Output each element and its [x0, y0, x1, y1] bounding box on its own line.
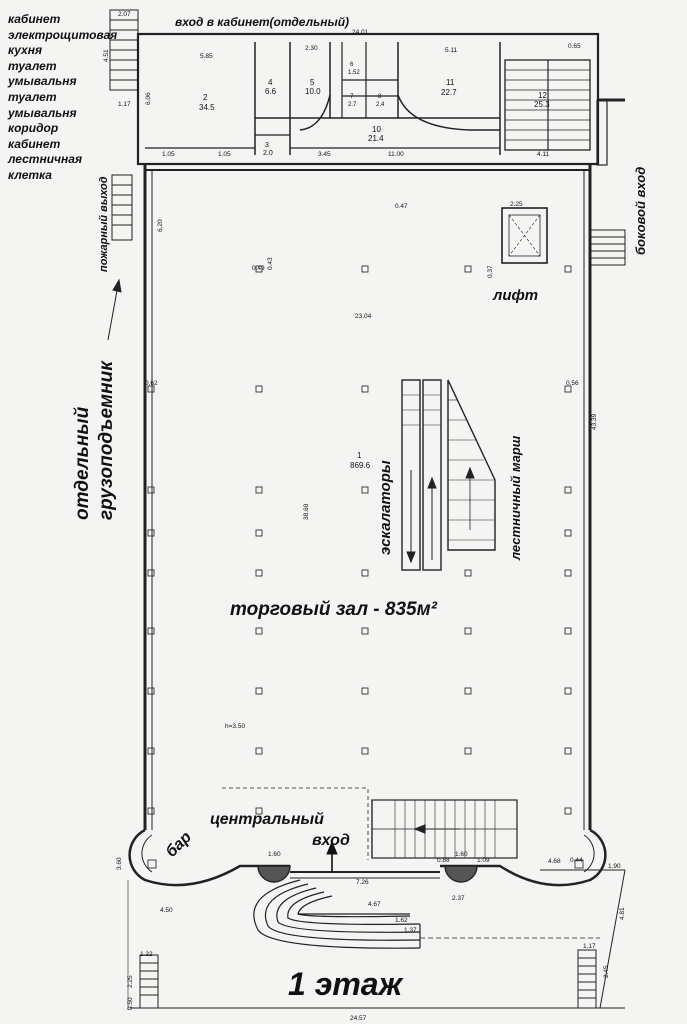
- legend-item: умывальня: [8, 105, 77, 120]
- dim-label: 0.50: [127, 997, 134, 1010]
- staircase-label: лестничный марш: [508, 435, 523, 560]
- room-11-number: 11: [446, 78, 455, 87]
- dim-label: 1.60: [455, 851, 468, 858]
- dim-label: 43.39: [591, 413, 598, 430]
- dim-label: 1.22: [140, 951, 153, 958]
- freight-lift-label-line1: отдельный: [72, 406, 93, 520]
- dim-label: 1.05: [218, 151, 231, 158]
- dim-label: 0.47: [395, 203, 408, 210]
- dim-label: 6.20: [157, 219, 164, 232]
- room-5-area: 10.0: [305, 87, 321, 96]
- dim-label: 11.00: [388, 151, 404, 158]
- freight-lift-label-line2: грузоподъемник: [96, 361, 117, 520]
- legend-item: кухня: [8, 43, 43, 58]
- office-entrance-label: вход в кабинет(отдельный): [175, 15, 350, 29]
- dim-label: 0.44: [570, 857, 583, 864]
- escalators-drawing: [402, 380, 495, 570]
- dim-label: 1.09: [477, 857, 490, 864]
- room-10-number: 10: [372, 125, 381, 134]
- dim-label: 1.17: [118, 101, 131, 108]
- hall-label: торговый зал - 835м²: [230, 599, 437, 620]
- dim-label: 4.67: [368, 901, 381, 908]
- room-12-number: 12: [538, 91, 547, 100]
- dim-label: 4.68: [548, 858, 561, 865]
- legend-item: лестничная: [8, 152, 83, 167]
- room-1-number: 1: [357, 451, 362, 460]
- legend-item: туалет: [8, 89, 57, 104]
- room-2-area: 34.5: [199, 103, 215, 112]
- freight-lift-arrow: [108, 280, 121, 340]
- room-8-area: 2.4: [376, 102, 385, 108]
- room-1-area: 869.6: [350, 461, 371, 470]
- dim-label: 23.04: [355, 313, 372, 320]
- room-10-area: 21.4: [368, 134, 384, 143]
- room-3-number: 3: [265, 142, 269, 149]
- dim-label: 4.50: [160, 907, 173, 914]
- side-entrance-steps: [590, 100, 625, 265]
- dim-label: 24.01: [352, 29, 369, 36]
- dim-label: 5.11: [445, 47, 458, 54]
- dim-label: 0.56: [566, 380, 579, 387]
- dim-label: 1.90: [608, 863, 621, 870]
- dim-label: 1.62: [395, 917, 408, 924]
- dim-label: 2.25: [127, 975, 134, 988]
- dim-label: 2.45: [603, 965, 610, 978]
- legend-item: кабинет: [8, 136, 61, 151]
- dim-label: 1.60: [268, 851, 281, 858]
- room-4-area: 6.6: [265, 87, 277, 96]
- room-5-number: 5: [310, 78, 315, 87]
- dim-label: 1.17: [583, 943, 596, 950]
- room-4-number: 4: [268, 78, 273, 87]
- dim-label: 38.60: [303, 503, 310, 520]
- room-6-number: 6: [350, 62, 354, 68]
- side-entrance-label: боковой вход: [633, 166, 648, 255]
- dim-label: 24.57: [350, 1015, 367, 1022]
- dim-label: 2.25: [510, 201, 523, 208]
- room-6-area: 1.52: [348, 70, 360, 76]
- room-11-area: 22.7: [441, 88, 457, 97]
- elevator-label: лифт: [493, 287, 539, 304]
- dim-label: 0.88: [437, 857, 450, 864]
- dim-label: 4.81: [619, 907, 626, 920]
- dim-label: h=3.50: [225, 723, 246, 730]
- dim-label: 3.60: [116, 857, 123, 870]
- legend-item: клетка: [8, 167, 52, 182]
- room-8-number: 8: [378, 94, 382, 100]
- dim-label: 6.06: [145, 92, 152, 105]
- room-7-area: 2.7: [348, 102, 357, 108]
- room-2-number: 2: [203, 93, 208, 102]
- room-3-area: 2.0: [263, 150, 273, 157]
- dim-label: 4.11: [537, 151, 550, 158]
- dim-label: 0.37: [487, 265, 494, 278]
- elevator-shaft: [502, 208, 547, 263]
- columns: [148, 266, 583, 868]
- dim-label: 1.37: [404, 927, 417, 934]
- dim-label: 2.37: [452, 895, 465, 902]
- dim-label: 3.45: [318, 151, 331, 158]
- dim-label: 0.62: [145, 380, 158, 387]
- dim-label: 0.65: [568, 43, 581, 50]
- room-12-area: 25.3: [534, 100, 550, 109]
- central-entrance-label-line1: центральный: [210, 811, 324, 828]
- fire-exit-label: пожарный выход: [98, 176, 110, 272]
- dim-label: 7.26: [356, 879, 369, 886]
- room-7-number: 7: [350, 94, 354, 100]
- bar-label: бар: [162, 828, 196, 861]
- legend-item: умывальня: [8, 74, 77, 89]
- legend-item: электрощитовая: [8, 27, 118, 42]
- fire-exit-steps: [112, 175, 132, 240]
- floor-title: 1 этаж: [288, 966, 403, 1002]
- legend-item: туалет: [8, 58, 57, 73]
- dim-label: 1.05: [162, 151, 175, 158]
- dim-label: 0.49: [252, 265, 265, 272]
- central-entrance-label-line2: вход: [312, 832, 350, 849]
- top-entry-steps: [110, 10, 138, 90]
- escalators-label: эскалаторы: [377, 460, 394, 555]
- dim-label: 2.30: [305, 45, 318, 52]
- dim-label: 4.51: [103, 49, 110, 62]
- dim-label: 0.43: [267, 257, 274, 270]
- dim-label: 2.07: [118, 11, 131, 18]
- front-curved-stairs: [254, 880, 600, 948]
- dim-label: 5.85: [200, 53, 213, 60]
- legend-item: кабинет: [8, 12, 61, 26]
- legend-item: коридор: [8, 121, 59, 136]
